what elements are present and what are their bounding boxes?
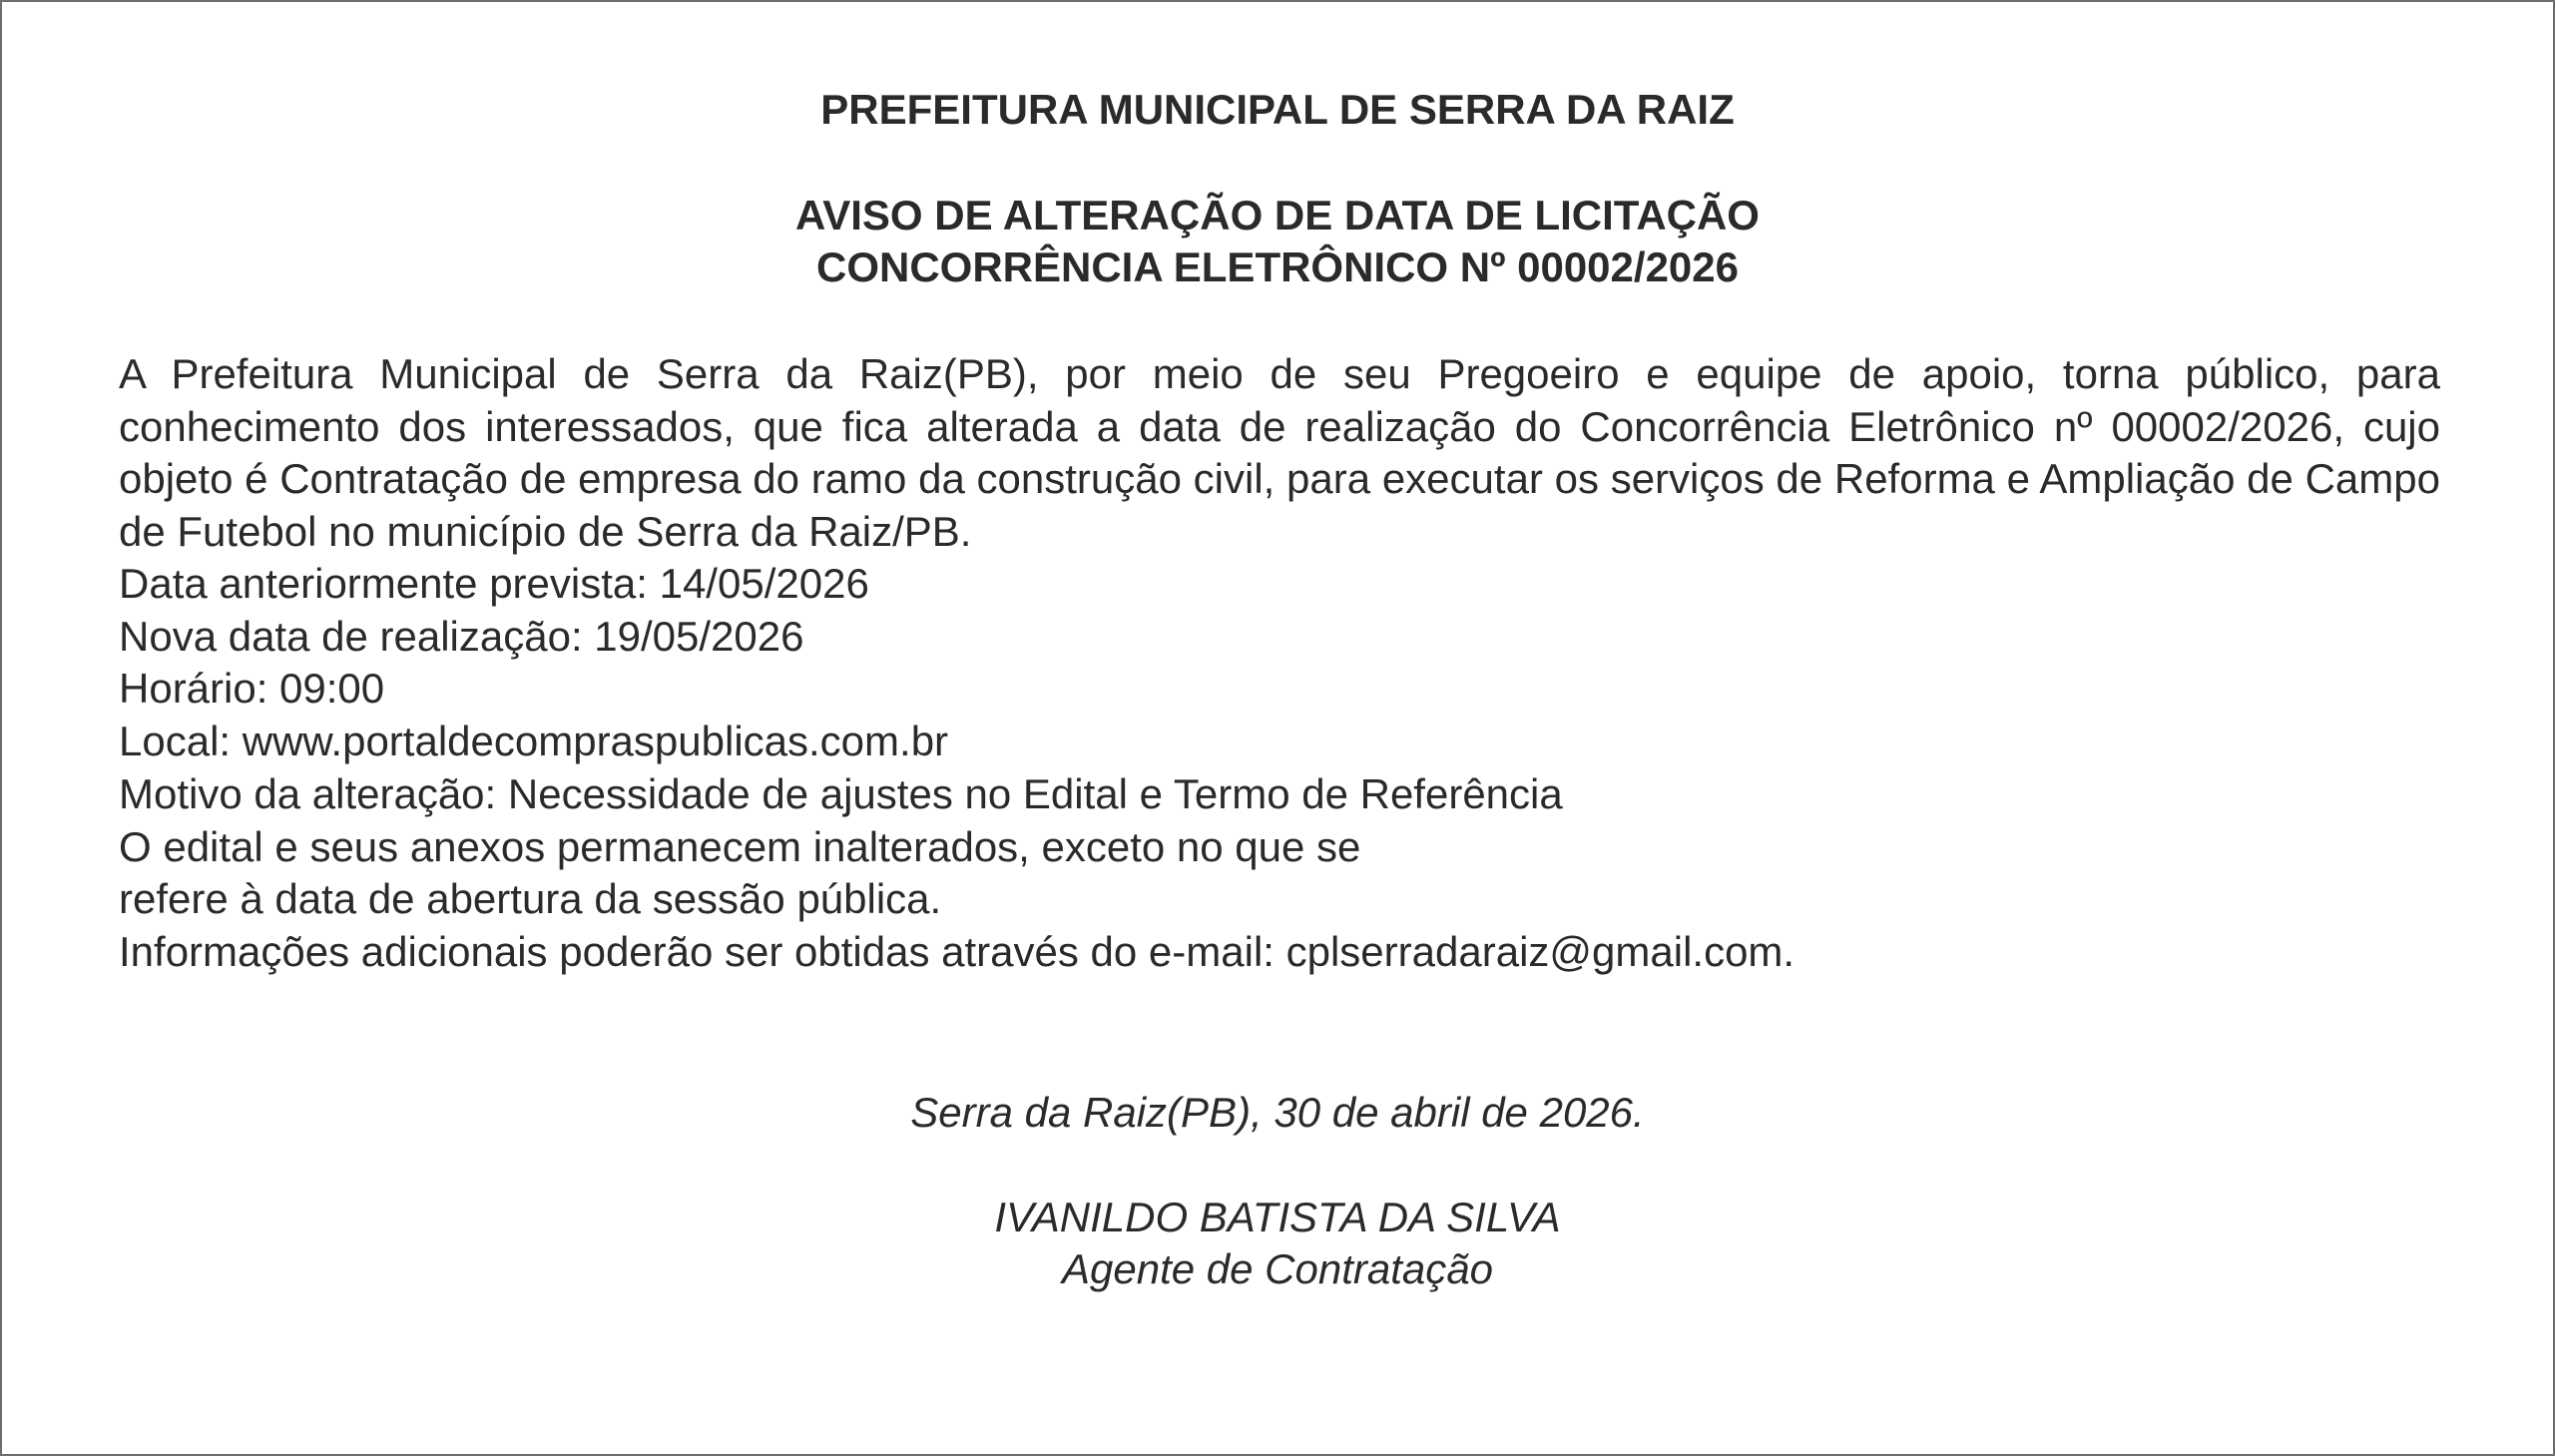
detail-line-new-date: Nova data de realização: 19/05/2026 [119,612,804,660]
detail-line-location: Local: www.portaldecompraspublicas.com.br [119,718,949,765]
signatory-name: IVANILDO BATISTA DA SILVA [994,1194,1561,1240]
notice-title: AVISO DE ALTERAÇÃO DE DATA DE LICITAÇÃO [795,192,1760,239]
detail-line-reason: Motivo da alteração: Necessidade de ajustes no Edital e Termo de Referência [119,769,1563,817]
notice-subtitle: CONCORRÊNCIA ELETRÔNICO Nº 00002/2026 [815,243,1740,290]
place-date: Serra da Raiz(PB), 30 de abril de 2026. [910,1089,1645,1136]
notice-details [119,558,2440,979]
organization-heading: PREFEITURA MUNICIPAL DE SERRA DA RAIZ [820,86,1735,133]
signatory-role: Agente de Contratação [1062,1245,1493,1292]
detail-line-edital-2: refere à data de abertura da sessão pública. [119,875,942,923]
detail-line-contact: Informações adicionais poderão ser obtidas através do e-mail: cplserradaraiz@gmail.com. [119,927,1795,975]
notice-paragraph: A Prefeitura Municipal de Serra da Raiz(PB), por meio de seu Pregoeiro e equipe de apoio, torna público, para conhecimento dos interessados, que fica alterada a data de realização do Concorrência Eletrônico nº 00002/2026, cujo objeto é Contratação de empresa do ramo da construção civil, para executar os serviços de Reforma e Ampliação de Campo de Futebol no município de Serra da Raiz/PB. [119,350,2440,556]
detail-line-time: Horário: 09:00 [119,665,385,713]
detail-line-edital-1: O edital e seus anexos permanecem inalterados, exceto no que se [119,822,1361,870]
detail-line-previous-date: Data anteriormente prevista: 14/05/2026 [119,560,869,607]
